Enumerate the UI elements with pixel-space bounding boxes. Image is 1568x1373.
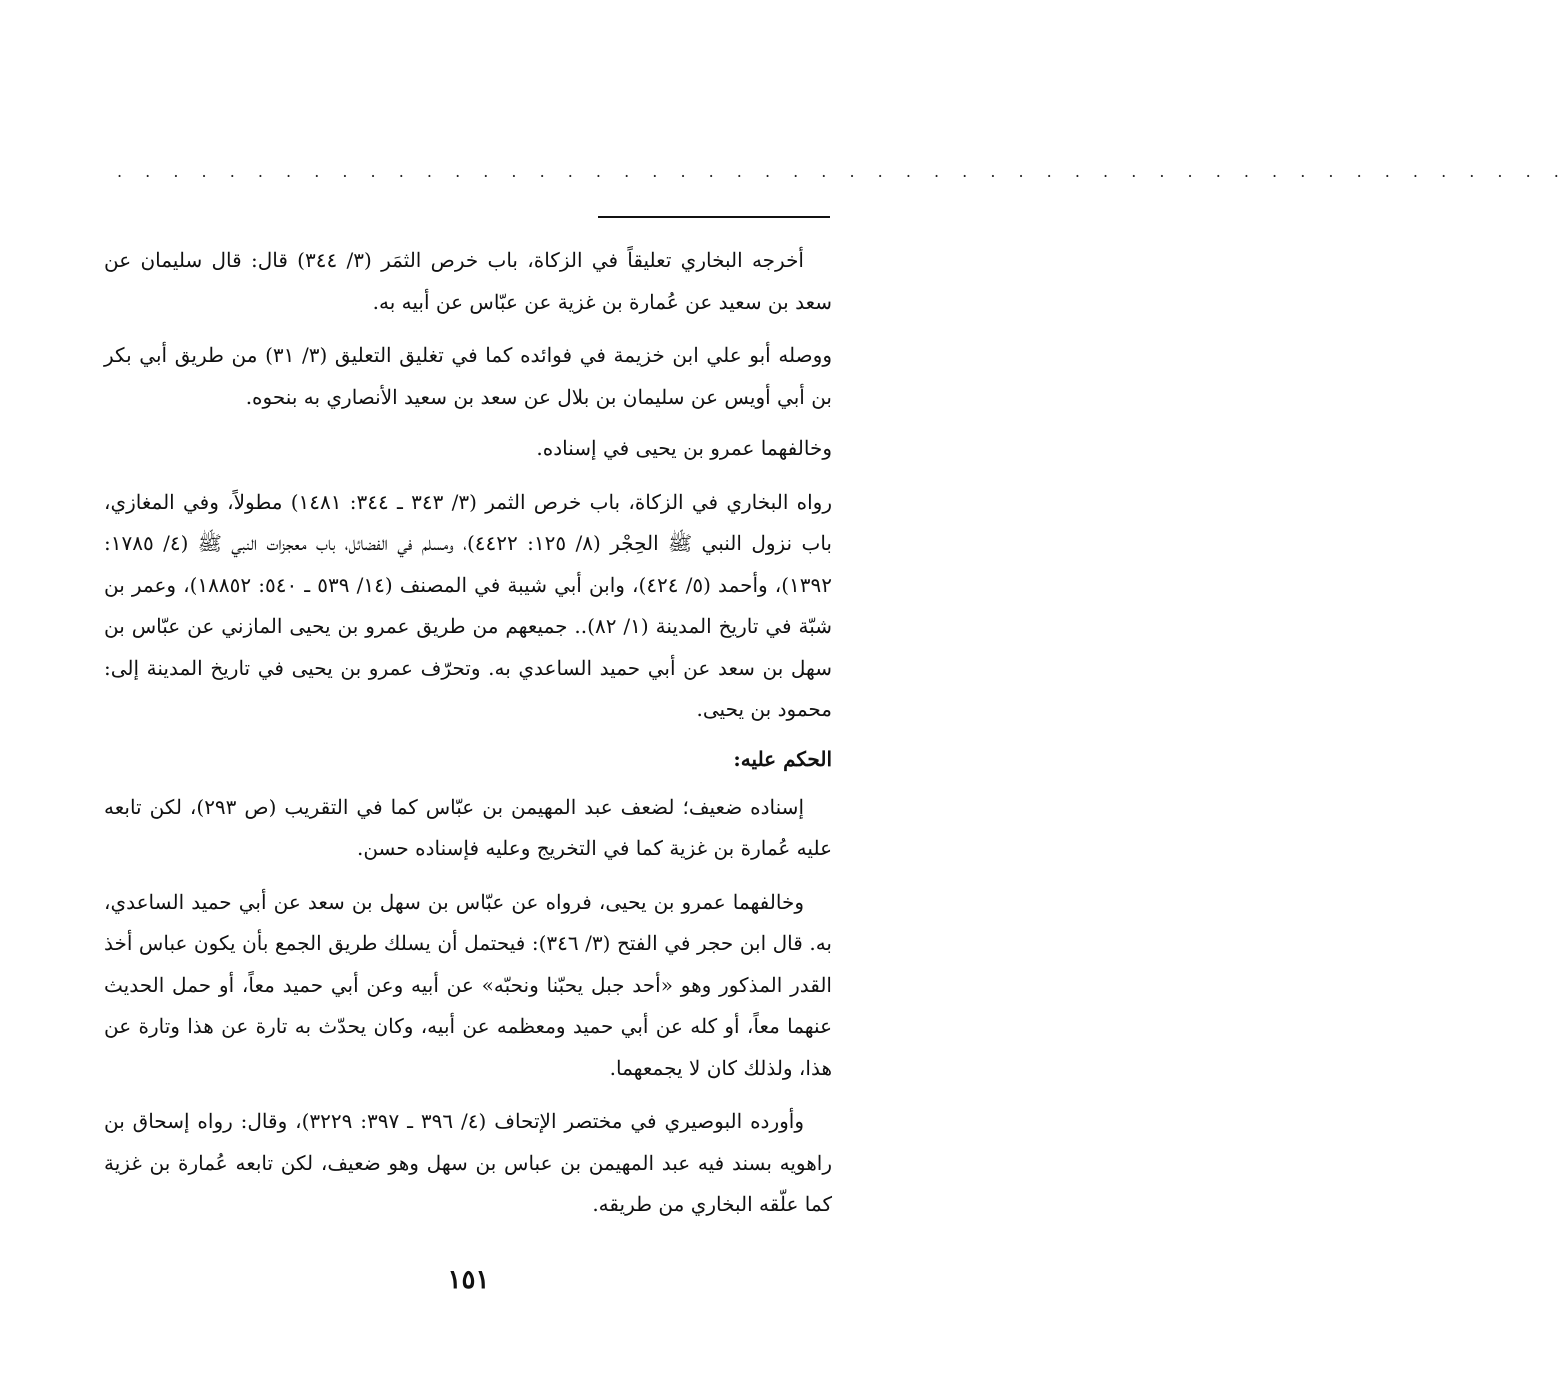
- paragraph-amr-disagreement: وخالفهما عمرو بن يحيى في إسناده.: [536, 436, 832, 460]
- paragraph-isnad-ruling: إسناده ضعيف؛ لضعف عبد المهيمن بن عبّاس كما في التقريب (ص ٢٩٣)، لكن تابعه عليه عُمارة بن غزية كما في التخريج وعليه فإسناده حسن.: [104, 794, 832, 860]
- paragraph-busiri: وأورده البوصيري في مختصر الإتحاف (٤/ ٣٩٦ ـ ٣٩٧: ٣٢٢٩)، وقال: رواه إسحاق بن راهويه بسند فيه عبد المهيمن بن عباس بن سهل وهو ضعيف، لكن تابعه عُمارة بن غزية كما علّقه البخاري من طريقه.: [104, 1109, 832, 1216]
- page-number: ١٥١: [447, 1265, 490, 1295]
- paragraph-takhrij: رواه البخاري في الزكاة، باب خرص الثمر (٣/ ٣٤٣ ـ ٣٤٤: ١٤٨١) مطولاً، وفي المغازي، باب نزول النبي ﷺ الحِجْر (٨/ ١٢٥: ٤٤٢٢)، ومسلم في الفضائل، باب معجزات النبي ﷺ (٤/ ١٧٨٥: ١٣٩٢)، وأحمد (٥/ ٤٢٤)، وابن أبي شيبة في المصنف (١٤/ ٥٣٩ ـ ٥٤٠: ١٨٨٥٢)، وعمر بن شبّة في تاريخ المدينة (١/ ٨٢).. جميعهم من طريق عمرو بن يحيى المازني عن عبّاس بن سهل بن سعد عن أبي حميد الساعدي به. وتحرّف عمرو بن يحيى في تاريخ المدينة إلى: محمود بن يحيى.: [104, 489, 833, 721]
- section-heading-ruling: الحكم عليه:: [733, 746, 832, 771]
- paragraph-bukhari-taliq: أخرجه البخاري تعليقاً في الزكاة، باب خرص الثمَر (٣/ ٣٤٤) قال: قال سليمان عن سعد بن سعيد عن عُمارة بن غزية عن عبّاس عن أبيه به.: [104, 248, 832, 314]
- dotted-separator: . . . . . . . . . . . . . . . . . . . . . . . . . . . . . . . . . . . . . . . . . . . . . . . . . . . .: [117, 162, 1568, 181]
- paragraph-ibn-khuzaymah: ووصله أبو علي ابن خزيمة في فوائده كما في تغليق التعليق (٣/ ٣١) من طريق أبي بكر بن أبي أويس عن سليمان بن بلال عن سعد بن سعيد الأنصاري به بنحوه.: [104, 343, 832, 409]
- footnote-body: [104, 240, 832, 1238]
- paragraph-ibn-hajar: وخالفهما عمرو بن يحيى، فرواه عن عبّاس بن سهل بن سعد عن أبي حميد الساعدي، به. قال ابن حجر في الفتح (٣/ ٣٤٦): فيحتمل أن يسلك طريق الجمع بأن يكون عباس أخذ القدر المذكور وهو «أحد جبل يحبّنا ونحبّه» عن أبيه وعن أبي حميد معاً، أو حمل الحديث عنهما معاً، أو كله عن أبي حميد ومعظمه عن أبيه، وكان يحدّث به تارة عن هذا وتارة عن هذا، ولذلك كان لا يجمعهما.: [104, 889, 832, 1080]
- footnote-rule: [598, 216, 830, 218]
